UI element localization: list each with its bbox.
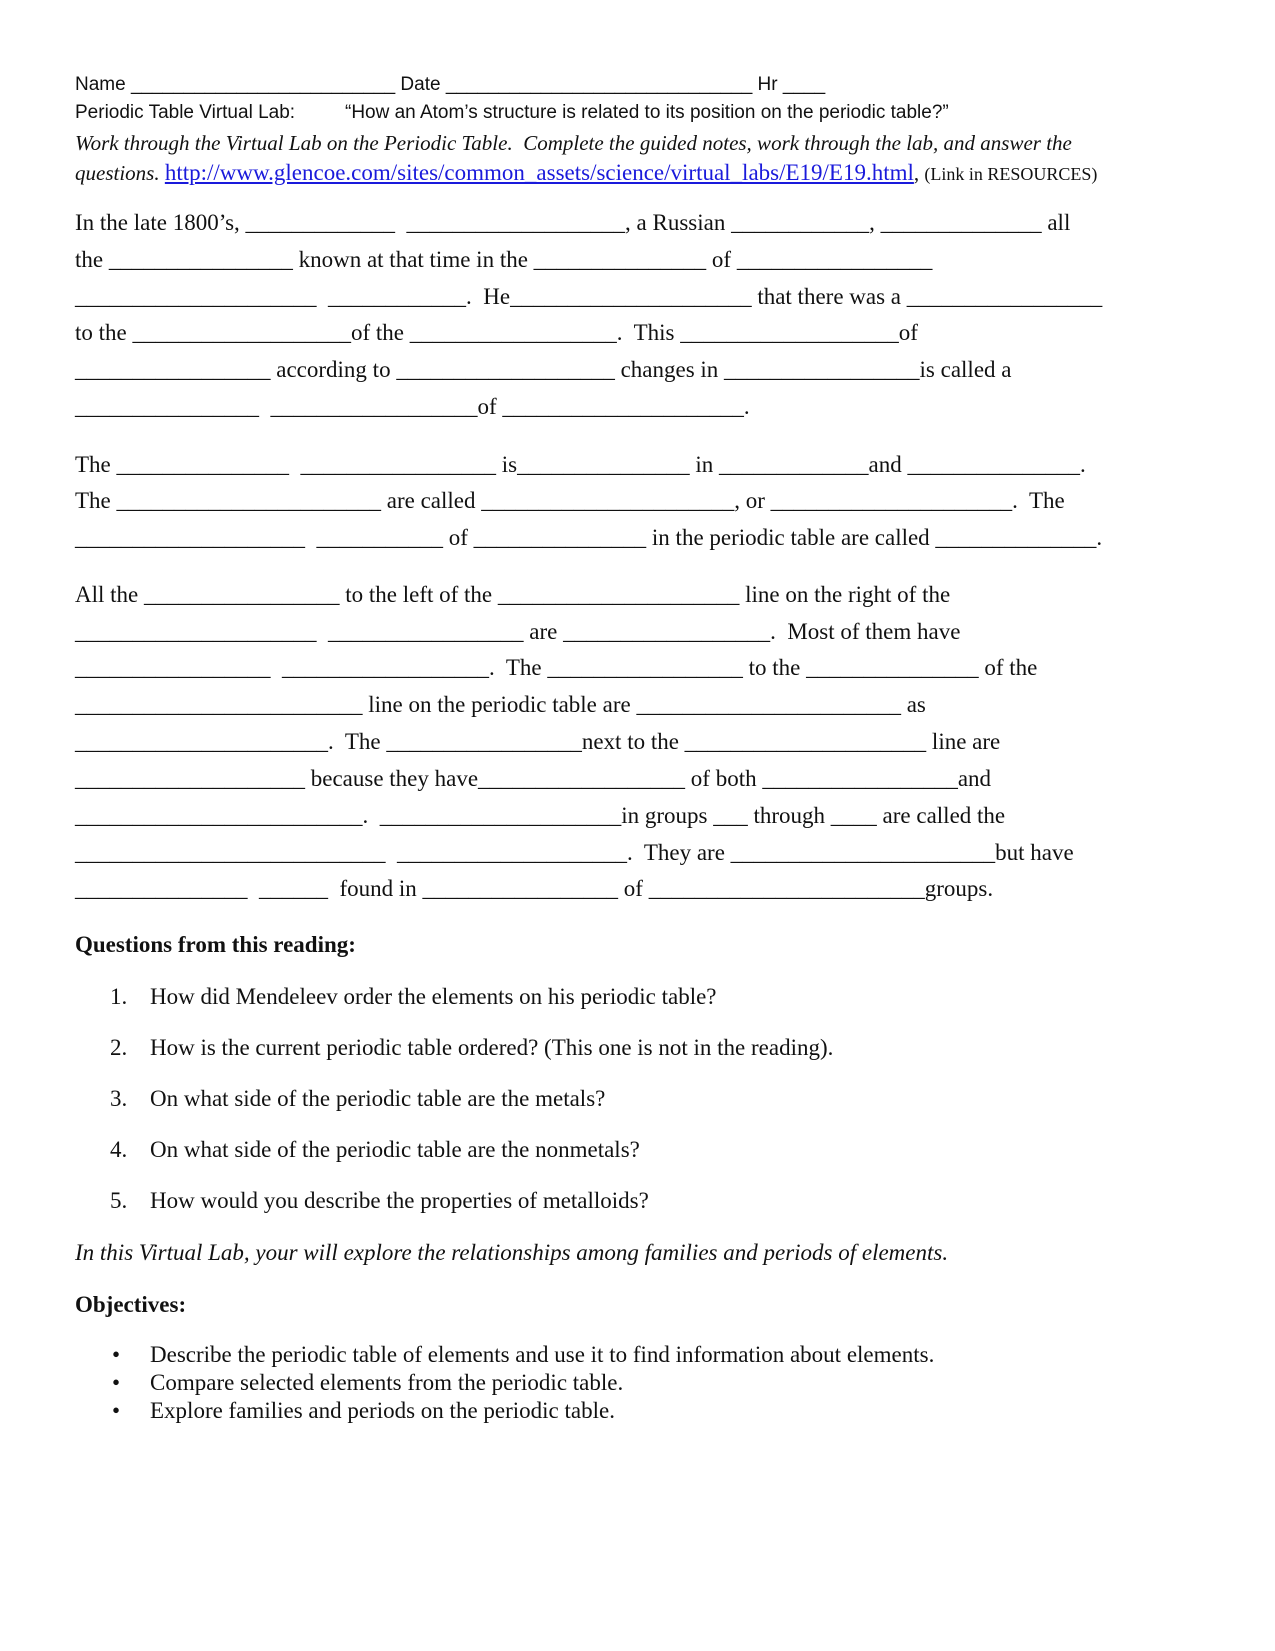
para3-line-9: _______________ ______ found in _________________ of ________________________groups.	[75, 876, 994, 901]
para3-line-3: _________________ __________________. The _________________ to the _______________ of the	[75, 655, 1038, 680]
intro-link-line	[75, 160, 1097, 186]
bullet-icon: •	[112, 1370, 121, 1395]
objective-item: Compare selected elements from the periodic table.	[150, 1370, 624, 1395]
question-text: How is the current periodic table ordered? (This one is not in the reading).	[150, 1035, 834, 1060]
link-note: (Link in RESOURCES)	[924, 164, 1098, 184]
objective-item: Describe the periodic table of elements and use it to find information about elements.	[150, 1342, 935, 1367]
question-number: 4.	[110, 1137, 128, 1162]
lab-title-question: “How an Atom’s structure is related to its position on the periodic table?”	[345, 102, 949, 123]
intro-instructions: Work through the Virtual Lab on the Periodic Table. Complete the guided notes, work through the lab, and answer the	[75, 131, 1072, 155]
para2-line-2: The _______________________ are called ______________________, or _____________________. The	[75, 488, 1065, 513]
para3-line-2: _____________________ _________________ are __________________. Most of them have	[75, 619, 961, 644]
question-text: On what side of the periodic table are the nonmetals?	[150, 1137, 640, 1162]
lab-intro-text: In this Virtual Lab, your will explore the relationships among families and periods of elements.	[75, 1240, 949, 1265]
virtual-lab-link[interactable]: http://www.glencoe.com/sites/common_assets/science/virtual_labs/E19/E19.html	[164, 160, 914, 185]
bullet-icon: •	[112, 1342, 121, 1367]
para1-line-6: ________________ __________________of _____________________.	[75, 394, 750, 419]
para3-line-4: _________________________ line on the periodic table are _______________________ as	[75, 692, 926, 717]
question-number: 1.	[110, 984, 128, 1009]
question-text: How did Mendeleev order the elements on his periodic table?	[150, 984, 717, 1009]
name-date-hour-line: Name _________________________ Date _____________________________ Hr ____	[75, 74, 826, 95]
objective-item: Explore families and periods on the periodic table.	[150, 1398, 615, 1423]
para1-line-5: _________________ according to ___________________ changes in _________________is called a	[75, 357, 1012, 382]
question-number: 3.	[110, 1086, 128, 1111]
para3-line-6: ____________________ because they have__________________ of both _________________and	[75, 766, 992, 791]
question-number: 2.	[110, 1035, 128, 1060]
questions-heading: Questions from this reading:	[75, 932, 356, 957]
para3-line-1: All the _________________ to the left of the _____________________ line on the right of the	[75, 582, 951, 607]
para1-line-2: the ________________ known at that time in the _______________ of _________________	[75, 247, 933, 272]
intro-questions-text: questions.	[75, 161, 165, 185]
para2-line-3: ____________________ ___________ of _______________ in the periodic table are called ______________.	[75, 525, 1103, 550]
question-text: How would you describe the properties of metalloids?	[150, 1188, 649, 1213]
para1-line-4: to the ___________________of the __________________. This ___________________of	[75, 320, 918, 345]
para1-line-1: In the late 1800’s, _____________ ___________________, a Russian ____________, ______________ all	[75, 210, 1071, 235]
question-text: On what side of the periodic table are the metals?	[150, 1086, 606, 1111]
lab-title-prefix: Periodic Table Virtual Lab:	[75, 102, 296, 123]
para1-line-3: _____________________ ____________. He_____________________ that there was a _________________	[75, 284, 1103, 309]
para3-line-5: ______________________. The _________________next to the _____________________ line are	[75, 729, 1001, 754]
para3-line-7: _________________________. _____________________in groups ___ through ____ are called the	[75, 803, 1006, 828]
link-separator: ,	[913, 161, 925, 185]
para2-line-1: The _______________ _________________ is_______________ in _____________and _______________.	[75, 452, 1086, 477]
question-number: 5.	[110, 1188, 128, 1213]
para3-line-8: ___________________________ ____________________. They are _______________________but have	[75, 840, 1074, 865]
objectives-heading: Objectives:	[75, 1292, 187, 1317]
bullet-icon: •	[112, 1398, 121, 1423]
